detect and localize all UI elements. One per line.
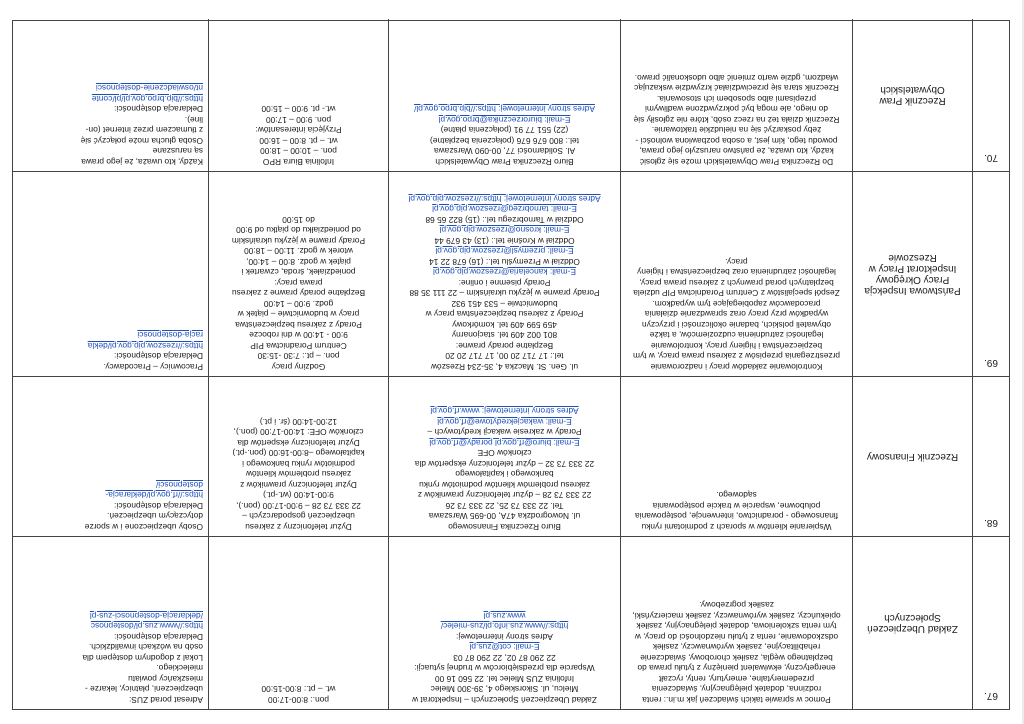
text-line: Wsparcie dla przedsiębiorców w trudnej sytuacji: — [414, 663, 595, 674]
text-line: wtorek w godz. 11:00 – 18:00 — [244, 246, 353, 257]
text-line: 9:00-14:00 (wt.-pt.) — [263, 490, 334, 501]
table-row — [13, 19, 1009, 172]
text-line: sądowego. — [716, 490, 757, 501]
text-line: Al. Solidarności 77, 00-090 Warszawa — [433, 146, 576, 157]
text-line: piątek w godz. 8:00 – 14:00, — [246, 257, 351, 267]
text-line: Rzecznik stara się przeciwdziałać krzywdzie wskazując — [634, 83, 839, 94]
text-line: pon. – 10:00 – 18:00 — [260, 146, 337, 157]
accessibility-cell — [11, 19, 209, 171]
text-line: Porady prawne w języku ukraińskim – 22 111 35 88 — [409, 288, 600, 299]
text-line: bezpłatnego węgla, zasiłek chorobowy, świadczenie — [640, 653, 833, 663]
text-line: Infolinia Biura RPO — [262, 157, 335, 167]
text-line: https://www.zus.info.pl/zus-mielec/ — [440, 621, 569, 632]
institution-name-text: Rzecznik Praw Obywatelskich — [879, 84, 946, 106]
text-line: https://rzeszow.pip.gov.pl/dekla — [87, 341, 203, 351]
text-line: /deklaracja-dostepnosci-zus-pl — [89, 611, 203, 621]
accessibility-cell — [11, 537, 209, 709]
text-line: Infolinia ZUS Mielec tel. 22 560 16 00 — [434, 674, 575, 684]
text-line: przedemerytalne, emerytury, renty, ryczałt — [658, 674, 815, 684]
text-line: Adres strony internetowej: https://rzeszow.pip.gov.pl — [408, 194, 601, 204]
text-line: osób na wózkach inwalidzkich. — [88, 642, 203, 653]
scope-cell — [621, 19, 853, 171]
text-line: tym renta szkoleniowa, dodatek pielęgnacyjny, zasiłek — [636, 621, 837, 632]
institution-name — [853, 19, 973, 171]
text-line: Bezpłatne porady prawne z zakresu — [231, 288, 366, 299]
text-line: Adres strony internetowej: www.rf.gov.pl — [430, 406, 579, 417]
hours-cell — [209, 377, 389, 536]
text-line: Deklaracja dostępności: — [114, 351, 203, 362]
text-line: ul. Gen. St. Maczka 4, 35-234 Rzeszów — [430, 362, 579, 372]
text-line: ubezpieczeń gospodarczych – — [242, 511, 355, 522]
text-line: Zakład Ubezpieczeń Społecznych – Inspektorat w — [412, 695, 597, 705]
text-line: https://www.zus.pl/dostepnosc — [90, 621, 203, 632]
text-line: żeby poskarżyć się na nieludzkie traktowanie. — [651, 125, 822, 136]
text-line: pracodawców zapobiegające tym wypadkom. — [652, 299, 821, 309]
text-line: www.zus.pl — [483, 611, 526, 621]
text-line: Deklaracja dostępności: — [114, 501, 203, 511]
hours-cell — [209, 537, 389, 709]
text-line: obywateli polskich, badanie okoliczności i przyczyn — [642, 320, 831, 330]
text-line: Godziny pracy — [271, 362, 326, 372]
text-line: E-mail: przemysl@rzeszow.pip.gov.pl — [435, 246, 574, 257]
text-line: pon. – pt.: 7:30 -15:30 — [257, 351, 340, 362]
text-line: Dyżur telefoniczny prawników z — [240, 480, 357, 490]
contact-cell — [389, 172, 621, 376]
text-line: Do Rzecznika Praw Obywatelskich może się zgłosić — [639, 157, 834, 167]
text-line: rehabilitacyjne, zasiłek wyrównawczy, zasiłek — [652, 642, 821, 653]
text-line: budownictwie – 533 451 932 — [451, 299, 558, 309]
hours-cell — [209, 19, 389, 171]
text-line: zasiłek pogrzebowy. — [699, 600, 774, 611]
row-number: 69. — [984, 357, 998, 368]
text-line: Adres strony internetowej: — [456, 632, 553, 642]
text-line: władzom, gdzie warto zmienić albo udoskonalić prawo. — [634, 73, 839, 83]
text-line: podmiotów rynku bankowego i — [242, 459, 355, 469]
text-line: do 15:00 — [282, 215, 315, 225]
text-line: Zespół specjalistów z Centrum Poradnictwa PIP udziela — [633, 288, 840, 299]
text-line: opiekuńczy, zasiłek wyrównawczy, zasiłek macierzyński, — [632, 611, 841, 621]
text-line: E-mail: biurorzecznika@brpo.gov.pl — [438, 115, 571, 125]
text-line: Osoby ubezpieczone i w sporze — [84, 522, 203, 532]
text-line: każdy, kto uważa, że państwo naruszyło jego prawa, — [639, 146, 834, 157]
text-line: finansowego - poradnictwo, interwencje, postępowania — [635, 511, 838, 522]
text-line: dostepnosci/ — [155, 480, 203, 490]
text-line: zakresu problemów klientów podmiotów rynku — [419, 480, 590, 490]
text-line: 801 002 409 tel. stacjonarny — [451, 330, 558, 341]
document-sheet — [12, 20, 1010, 710]
text-line: prawa pracy: — [274, 278, 323, 288]
row-number: 67. — [984, 690, 998, 701]
contact-cell — [389, 377, 621, 536]
text-line: członków OFE: 14:00-17:00 (pon.), — [233, 427, 364, 438]
text-line: E-mail: cot@zus.pl — [469, 642, 540, 653]
text-line: bankowego i kapitałowego — [455, 469, 554, 480]
text-line: bezpłatnych porad prawnych z zakresu prawa pracy, — [639, 278, 834, 288]
text-line: Porady pisemne i online: — [458, 278, 551, 288]
text-line: line). — [184, 115, 203, 125]
text-line: dotyczącym ubezpieczeń. — [107, 511, 203, 522]
text-line: Porady prawne w języku ukraińskim — [231, 236, 366, 246]
text-line: przestrzegania przepisów z zakresu prawa pracy, w tym — [633, 351, 840, 362]
text-line: https://rf.gov.pl/deklaracja- — [105, 490, 203, 501]
scope-cell — [621, 377, 853, 536]
table-row — [13, 537, 1009, 709]
text-line: Porady z zakresu bezpieczeństwa — [235, 320, 362, 330]
text-line: 22 333 73 28 – 9:00-17:00 (pon.), — [236, 501, 361, 511]
institution-name — [853, 377, 973, 536]
text-line: tel.: 17 717 20 00, 17 717 20 20 — [445, 351, 564, 362]
text-line: Pracownicy – Pracodawcy. — [103, 362, 203, 372]
text-line: rodzinna, dodatek pielęgnacyjny, świadczenia — [651, 684, 822, 695]
table-row — [13, 172, 1009, 377]
text-line: 22 333 73 32 – dyżur telefoniczny ekspertów dla — [414, 459, 595, 469]
text-line: Oddział w Tarnobrzegu tel.: (15) 822 65 68 — [425, 215, 584, 225]
text-line: (22) 551 77 91 (połączenia płatne) — [440, 125, 569, 136]
text-line: ul. Nowogrodzka 47A, 00-695 Warszawa — [428, 511, 581, 522]
text-line: poniedziałek, środa, czwartek i — [241, 267, 356, 278]
text-line: Adres strony internetowej: https://bip.brpo.gov.pl/ — [414, 104, 595, 115]
text-line: ubezpieczeni, płatnicy, lekarze - — [84, 684, 203, 695]
text-line: racja-dostepnosci — [137, 330, 203, 341]
hours-cell — [209, 172, 389, 376]
institutions-table — [12, 20, 1010, 710]
text-line: pon.: 8:00-17:00 — [268, 695, 330, 705]
text-line: godz. 9:00 – 14:00 — [263, 299, 334, 309]
text-line: polubowne, wsparcie w trakcie postępowania — [652, 501, 821, 511]
text-line: nt/oswiadczenie-dostepnosci — [95, 83, 203, 94]
text-line: mieleckiego. — [156, 663, 203, 674]
text-line: są naruszane — [152, 146, 203, 157]
text-line: 12:00-14:00 (śr. i pt.) — [259, 417, 338, 427]
institution-name — [853, 172, 973, 376]
table-row — [13, 377, 1009, 537]
text-line: pracy w budownictwie – piątek w — [237, 309, 360, 320]
text-line: https://bip.brpo.gov.pl/pl/conte — [91, 94, 203, 104]
institution-name-text: Państwowa Inspekcja Pracy Okręgowy Inspektorat Pracy w Rzeszowie — [864, 252, 961, 296]
text-line: pon. 9:00 – 17:00 — [265, 115, 332, 125]
text-line: Lokal z dogodnym dostępem dla — [82, 653, 203, 663]
text-line: odszkodowanie, renta z tytułu niezdolności do pracy, w — [634, 632, 839, 642]
text-line: Rzecznik działa też na rzecz osób, które nie zgłosiły się — [633, 115, 840, 125]
accessibility-cell — [11, 172, 209, 376]
text-line: kapitałowego –8:00-16:00 (pon.-pt.) — [232, 448, 365, 459]
text-line: Osoba głucha może połączyć się — [80, 136, 203, 146]
text-line: Centrum Poradnictwa PIP — [250, 341, 347, 351]
accessibility-cell — [11, 377, 209, 536]
row-number: 70. — [984, 152, 998, 163]
text-line: Tel. 22 333 73 25, 22 333 73 26 — [445, 501, 564, 511]
text-line: legalności zatrudnienia cudzoziemców, a także — [649, 330, 824, 341]
text-line: wt.- pt. 9:00 – 15:00 — [261, 104, 336, 115]
text-line: Oddział w Przemyślu tel.: (16) 678 22 14 — [429, 257, 580, 267]
text-line: Dyżur telefoniczny ekspertów dla — [237, 438, 360, 448]
text-line: Mielcu, ul. Sikorskiego 4, 39-300 Mielec — [430, 684, 579, 695]
text-line: E-mail: kancelaria@rzeszow.pip.gov.pl — [433, 267, 576, 278]
text-line: Biuro Rzecznika Praw Obywatelskich — [435, 157, 574, 167]
scope-cell — [621, 172, 853, 376]
text-line: Pomoc w sprawie takich świadczeń jak m.in.: renta — [642, 695, 831, 705]
text-line: zakresu problemów klientów — [245, 469, 352, 480]
contact-cell — [389, 19, 621, 171]
text-line: 22 290 87 02, 22 290 87 03 — [453, 653, 556, 663]
text-line: E-mail: tarnobrzeg@rzeszow.pip.gov.pl — [432, 204, 577, 215]
contact-cell — [389, 537, 621, 709]
text-line: legalności zatrudnienia oraz bezpieczeństwa i higieny — [637, 267, 836, 278]
text-line: od poniedziałku do piątku od 9:00 — [236, 225, 361, 236]
text-line: do niego, ale mogą być pokrzywdzone wadliwymi — [645, 104, 828, 115]
text-line: Porady z zakresu bezpieczeństwa pracy w — [425, 309, 584, 320]
text-line: 459 599 409 tel. komórkowy — [452, 320, 557, 330]
text-line: E-mail: wakacjekredytowe@rf.gov.pl — [437, 417, 572, 427]
institution-name — [853, 537, 973, 709]
text-line: bezpieczeństwa i higieny pracy, kontrolowanie — [650, 341, 823, 351]
text-line: Oddział w Krośnie tel.: (13) 43 679 44 — [434, 236, 575, 246]
text-line: Biuro Rzecznika Finansowego — [448, 522, 561, 532]
text-line: Porady w zakresie wakacji kredytowych – — [427, 427, 582, 438]
text-line: Adresat porad ZUS: — [128, 695, 203, 705]
text-line: 9:00 - 14:00 w dni robocze — [249, 330, 348, 341]
text-line: Kontrolowanie zakładów pracy i nadzorowanie — [650, 362, 823, 372]
text-line: E-mail: biuro@rf.gov.pl porady@rf.gov.pl — [429, 438, 580, 448]
text-line: przepisami albo sposobem ich stosowania. — [656, 94, 817, 104]
text-line: Wspieranie klientów w sporach z podmiotami rynku — [641, 522, 832, 532]
text-line: Każdy, kto uważa, że jego prawa — [81, 157, 203, 167]
text-line: wypadków przy pracy oraz sprawdzanie działania — [644, 309, 829, 320]
text-line: z tłumaczem przez internet (on- — [85, 125, 203, 136]
scope-cell — [621, 537, 853, 709]
text-line: członków OFE — [477, 448, 532, 459]
text-line: Bezpłatne porady prawne: — [455, 341, 554, 351]
institution-name-text: Zakład Ubezpieczeń Społecznych — [867, 612, 958, 634]
text-line: E-mail: krosno@rzeszow.pip.gov.pl — [439, 225, 570, 236]
row-number: 68. — [984, 517, 998, 528]
institution-name-text: Rzecznik Finansowy — [866, 451, 959, 462]
text-line: wt. – pt.: 8:00-15:00 — [261, 684, 336, 695]
text-line: 22 333 73 28 – dyżur telefoniczny prawników z — [417, 490, 592, 501]
text-line: Przyjęcia interesantów: — [255, 125, 342, 136]
text-line: mieszkańcy powiatu — [128, 674, 203, 684]
text-line: pracy. — [725, 257, 748, 267]
text-line: Deklaracja dostępności: — [114, 632, 203, 642]
text-line: wt. – pt. 8:00 – 16:00 — [259, 136, 338, 146]
text-line: Deklaracja dostępności: — [114, 104, 203, 115]
text-line: tel.: 800 676 676 (połączenia bezpłatne) — [430, 136, 579, 146]
text-line: powodu tego, kim jest, a osoba pozbawiona wolności - — [635, 136, 838, 146]
text-line: Dyżur telefoniczny z zakresu — [245, 522, 352, 532]
text-line: energetyczny, ekwiwalent pieniężny z tytułu prawa do — [637, 663, 836, 674]
